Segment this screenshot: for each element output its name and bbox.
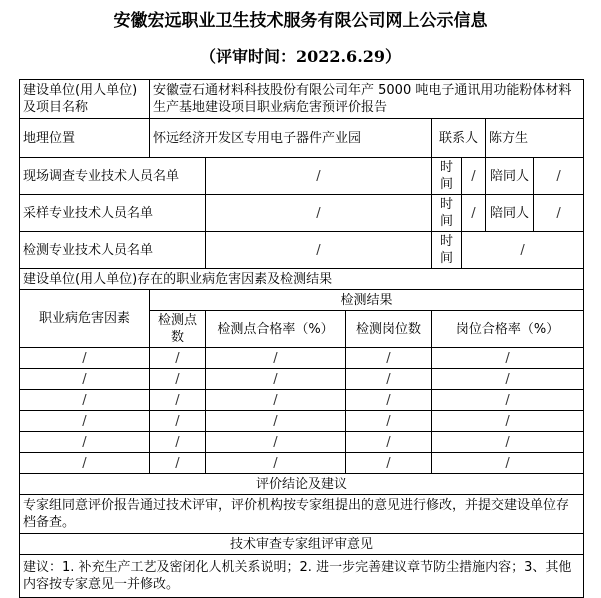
site-staff-row [20,158,584,195]
disclosure-table [19,79,584,598]
cell: / [20,348,150,369]
cell: / [20,453,150,474]
cell: / [206,390,346,411]
cell: / [20,369,150,390]
testing-staff-label: 检测专业技术人员名单 [20,232,206,269]
page-title: 安徽宏远职业卫生技术服务有限公司网上公示信息 [113,11,488,31]
cell: / [150,369,206,390]
results-header: 检测结果 [150,290,584,311]
hazards-section-title: 建设单位(用人单位)存在的职业病危害因素及检测结果 [20,269,584,290]
site-companion-value: / [534,158,584,195]
review-title: 技术审查专家组评审意见 [20,534,584,555]
conclusion-title: 评价结论及建议 [20,474,584,495]
cell: / [432,432,584,453]
sampling-staff-row [20,195,584,232]
table-row [20,411,584,432]
cell: / [150,453,206,474]
sampling-staff-value: / [206,195,432,232]
contact-label: 联系人 [432,119,486,158]
cell: / [150,411,206,432]
table-row [20,432,584,453]
testing-time-value: / [462,232,584,269]
conclusion-text-row [20,495,584,534]
sampling-time-label: 时间 [432,195,462,232]
cell: / [20,411,150,432]
cell: / [346,390,432,411]
review-text-row [20,555,584,598]
cell: / [346,432,432,453]
review-text: 建议：1. 补充生产工艺及密闭化人机关系说明；2. 进一步完善建议章节防尘措施内容；3、其他内容按专家意见一并修改。 [20,555,584,598]
site-companion-label: 陪同人 [486,158,534,195]
cell: / [432,369,584,390]
cell: / [346,411,432,432]
site-time-label: 时间 [432,158,462,195]
location-label: 地理位置 [20,119,150,158]
cell: / [150,390,206,411]
cell: / [432,348,584,369]
testing-staff-value: / [206,232,432,269]
cell: / [432,453,584,474]
review-title-row [20,534,584,555]
results-header-row [20,290,584,311]
cell: / [432,390,584,411]
site-time-value: / [462,158,486,195]
cell: / [346,369,432,390]
cell: / [206,348,346,369]
cell: / [432,411,584,432]
cell: / [20,432,150,453]
project-row [20,80,584,119]
table-row [20,369,584,390]
location-row [20,119,584,158]
unit-label: 建设单位(用人单位)及项目名称 [20,80,150,119]
cell: / [150,348,206,369]
contact-value: 陈方生 [486,119,584,158]
cell: / [346,453,432,474]
cell: / [206,432,346,453]
sampling-companion-label: 陪同人 [486,195,534,232]
col-points: 检测点数 [150,311,206,348]
sampling-companion-value: / [534,195,584,232]
cell: / [206,369,346,390]
col-points-rate: 检测点合格率（%） [206,311,346,348]
cell: / [20,390,150,411]
col-posts-rate: 岗位合格率（%） [432,311,584,348]
unit-value: 安徽壹石通材料科技股份有限公司年产 5000 吨电子通讯用功能粉体材料生产基地建设项目职业病危害预评价报告 [150,80,584,119]
location-value: 怀远经济开发区专用电子器件产业园 [150,119,432,158]
hazards-title-row [20,269,584,290]
table-row [20,348,584,369]
cell: / [150,432,206,453]
testing-time-label: 时间 [432,232,462,269]
site-staff-value: / [206,158,432,195]
site-staff-label: 现场调查专业技术人员名单 [20,158,206,195]
col-posts: 检测岗位数 [346,311,432,348]
sampling-time-value: / [462,195,486,232]
testing-staff-row [20,232,584,269]
cell: / [206,411,346,432]
review-time: （评审时间：2022.6.29） [199,47,402,66]
factor-header: 职业病危害因素 [20,290,150,348]
conclusion-title-row [20,474,584,495]
table-row [20,390,584,411]
cell: / [206,453,346,474]
conclusion-text: 专家组同意评价报告通过技术评审，评价机构按专家组提出的意见进行修改，并提交建设单位存档备查。 [20,495,584,534]
table-row [20,453,584,474]
sampling-staff-label: 采样专业技术人员名单 [20,195,206,232]
cell: / [346,348,432,369]
